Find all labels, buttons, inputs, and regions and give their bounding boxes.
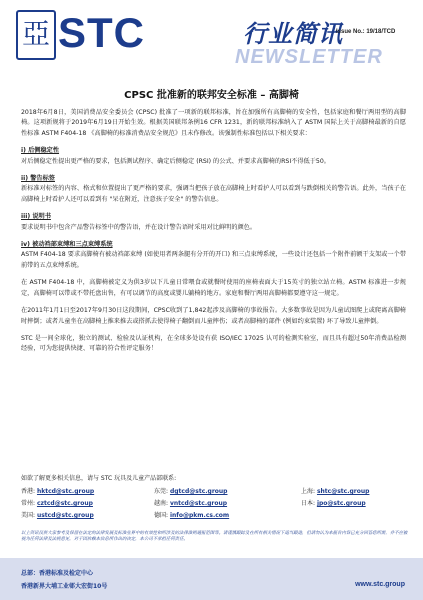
- section-heading: i) 后侧稳定性: [21, 147, 60, 155]
- disclaimer: 以上资讯仅供大家参考及保留在法定的法律发展及标准业界中的有效性和所涉及的法律准则通报范围等。请谨慎跟踪及在所有相关情况下适当跟进，但请勿认为本报告内容已充分回答您所需，并不应被视为任何法律及法规意见，对于因依赖本信息所作出的决定，本公司不承担任何责任。: [21, 531, 408, 543]
- contact-entry: [154, 511, 229, 521]
- contact-entry: [21, 499, 93, 509]
- contact-email-link[interactable]: hktcd@stc.group: [36, 488, 95, 495]
- issue-number: Issue No.: 19/18/TCD: [336, 29, 396, 35]
- about-stc-paragraph: STC 是一间全球化，独立的测试、检验及认证机构，在全球多处设有获 ISO/IEC 17025 认可的检测实验室，而且具有超过50年消费品检测经验，可为您提供快捷、可靠的符合性评定服务！: [21, 334, 406, 353]
- contact-entry: [154, 499, 227, 509]
- contact-region: 东莞:: [154, 488, 169, 495]
- section-heading: ii) 警告标签: [21, 175, 55, 183]
- section-body: ASTM F404-18 要求高脚椅有被动裆部束缚 (如使用者两条腿有分开的开口) 和三点束缚系统，一些设计还包括一个附件前额干支架或一个带前带的五点束缚系统。: [21, 251, 406, 269]
- incident-paragraph: 在2011年1月1日至2017年9月30日这段期间，CPSC收到了1,842起涉及高脚椅的事故报告。大多数事故是因为儿童试图爬上或爬离高脚椅时摔倒；或者儿童坐在高脚椅上推来推去或搭抓去使得椅子翻倒而儿童摔伤；或者高脚椅的部件 (例如约束装置) 坏了导致儿童摔倒。: [21, 307, 406, 325]
- intro-paragraph: 2018年6月8日，美国消费品安全委员会 (CPSC) 批准了一项新的联邦标准，旨在加强所有高脚椅的安全性，包括家庭和餐厅两用型的高脚椅。这项新规将于2019年6月19日开始生效。根据美国联邦条例16 CFR 1231，新的联邦标准纳入了 ASTM 国际上关于高脚椅最新的自愿性标准 ASTM F404-18 《高脚椅的标准消费品安全规范》且未作修改。该强制性标准包括以下相关要求：: [21, 109, 406, 137]
- contact-email-link[interactable]: ustcd@stc.group: [36, 512, 94, 519]
- contact-region: 常州:: [21, 500, 36, 507]
- contact-intro: 如欲了解更多相关信息，请与 STC 玩具及儿童产品部联系:: [21, 475, 177, 482]
- contact-entry: [154, 487, 227, 497]
- header: [0, 0, 423, 68]
- contact-region: 上海:: [301, 488, 316, 495]
- definition-paragraph: 在 ASTM F404-18 中，高脚椅被定义为供3岁以下儿童日常喂食或就餐时使用的座椅表面大于15英寸的独立站立椅。ASTM 标准进一步规定，高脚椅可以带或不带托盘出售，有可以调节的高度或婴儿躺椅的地方。家庭和餐厅两用高脚椅都要遵守这一规定。: [21, 279, 406, 297]
- section-body: 新标准对标签的内容、格式和位置提出了更严格的要求，强调当把孩子放在高脚椅上时看护人可以看到与跌倒相关的警告语。此外，当孩子在高脚椅上时看护人还可以看到有 "呆在附近，注意孩子安全" 的警告信息。: [21, 185, 406, 203]
- logo-glyph: 亞: [22, 17, 51, 50]
- website-link[interactable]: www.stc.group: [355, 581, 405, 588]
- article-body: [21, 108, 406, 362]
- contact-entry: [301, 487, 369, 497]
- newsletter-title-en: NEWSLETTER: [235, 46, 383, 68]
- contact-email-link[interactable]: cztcd@stc.group: [36, 500, 93, 507]
- contact-entry: [301, 499, 366, 509]
- section-heading: iii) 说明书: [21, 213, 51, 221]
- article-title: CPSC 批准新的联邦安全标准 – 高脚椅: [124, 90, 299, 101]
- newsletter-title-cn: 行业简讯: [243, 20, 343, 48]
- contact-region: 香港:: [21, 488, 36, 495]
- contact-email-link[interactable]: jpo@stc.group: [316, 500, 366, 507]
- footer: [0, 558, 423, 600]
- contact-region: 美国:: [21, 512, 36, 519]
- contact-region: 日本:: [301, 500, 316, 507]
- logo-text: STC: [58, 9, 145, 56]
- contact-email-link[interactable]: vntcd@stc.group: [169, 500, 228, 507]
- footer-address: 香港新界大埔工业邨大宏街10号: [21, 583, 108, 590]
- contact-email-link[interactable]: shtc@stc.group: [316, 488, 370, 495]
- section-body: 要求说明书中包含产品警告标签中的警告语，并在设计警告语时采用对比鲜明的颜色。: [21, 223, 257, 231]
- stc-logo-icon: [16, 10, 56, 60]
- contact-email-link[interactable]: info@pkm.cs.com: [169, 512, 230, 519]
- section-heading: iv) 被动裆部束缚和三点束缚系统: [21, 241, 113, 249]
- contact-entry: [21, 511, 94, 521]
- section-body: 对后侧稳定性提出更严格的要求，包括测试程序、确定后侧稳定 (RSI) 的公式、并要求高脚椅的RSI不得低于50。: [21, 157, 330, 165]
- contact-entry: [21, 487, 94, 497]
- contact-region: 越南:: [154, 500, 169, 507]
- contact-email-link[interactable]: dgtcd@stc.group: [169, 488, 228, 495]
- contact-region: 德国:: [154, 512, 169, 519]
- footer-hq-name: 总部：香港标准及检定中心: [21, 570, 94, 577]
